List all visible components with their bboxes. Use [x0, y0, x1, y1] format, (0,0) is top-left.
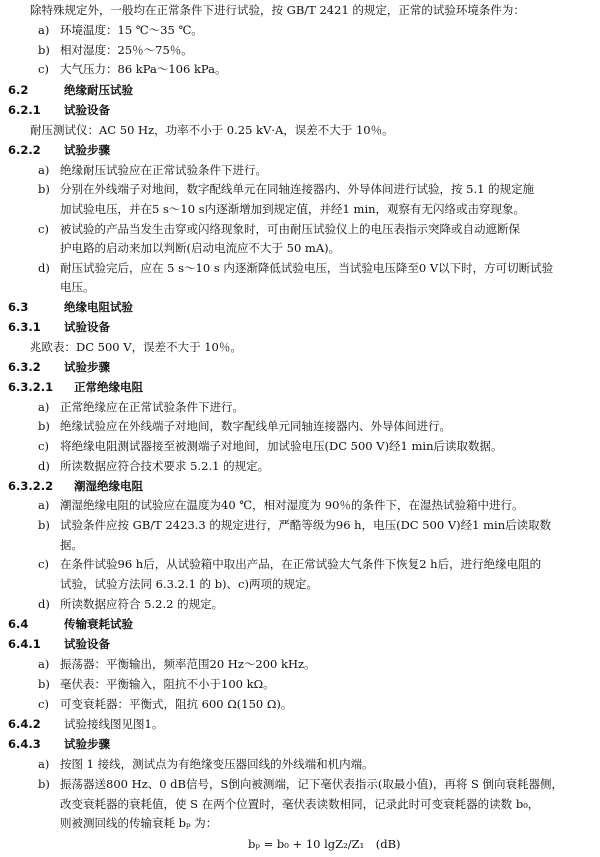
list-item-6-3-2-1-c: c) 将绝缘电阻测试器接至被测端子对地间，加试验电压(DC 500 V)经1 min后读取数据。 [38, 439, 503, 453]
list-item-6-4-3-b-cont-1: 改变衰耗器的衰耗值，使 S 在两个位置时，毫伏表读数相同，记录此时可变衰耗器的读数 b₀， [60, 797, 540, 811]
list-item-6-2-2-c-cont: 护电路的启动来加以判断(启动电流应不大于 50 mA)。 [60, 241, 341, 255]
env-item-a: a) 环境温度：15 ℃～35 ℃。 [38, 23, 203, 37]
list-item-6-4-3-b: b) 振荡器送800 Hz、0 dB信号，S倒向被测端，记下毫伏表指示(取最小值)，再将 S 倒向衰耗器侧， [38, 777, 564, 791]
list-item-6-3-2-2-a: a) 潮湿绝缘电阻的试验应在温度为40 ℃，相对湿度为 90％的条件下，在湿热试验箱中进行。 [38, 498, 524, 512]
heading-6-2: 6.2 绝缘耐压试验 [8, 83, 133, 97]
heading-6-2-2: 6.2.2 试验步骤 [8, 143, 110, 157]
heading-6-4: 6.4 传输衰耗试验 [8, 617, 133, 631]
heading-6-3-2-2: 6.3.2.2 潮湿绝缘电阻 [8, 479, 143, 493]
env-item-c: c) 大气压力：86 kPa～106 kPa。 [38, 62, 227, 76]
heading-6-4-2: 6.4.2 试验接线图见图1。 [8, 717, 164, 731]
list-item-6-3-2-2-c: c) 在条件试验96 h后，从试验箱中取出产品，在正常试验大气条件下恢复2 h后，进行绝缘电阻的 [38, 557, 542, 571]
list-item-6-3-2-2-c-cont: 试验，试验方法同 6.3.2.1 的 b)、c)两项的规定。 [60, 577, 318, 591]
list-item-6-4-1-a: a) 振荡器：平衡输出，频率范围20 Hz～200 kHz。 [38, 657, 316, 671]
list-item-6-3-2-1-b: b) 绝缘试验应在外线端子对地间，数字配线单元同轴连接器内、外导体间进行。 [38, 419, 451, 433]
list-item-6-4-3-b-cont-2: 则被测回线的传输衰耗 bₚ 为： [60, 816, 218, 830]
list-item-6-4-1-b: b) 毫伏表：平衡输入，阻抗不小于100 kΩ。 [38, 677, 275, 691]
list-item-6-4-3-a: a) 按图 1 接线，测试点为有绝缘变压器回线的外线端和机内端。 [38, 757, 374, 771]
list-item-6-3-2-1-a: a) 正常绝缘应在正常试验条件下进行。 [38, 400, 244, 414]
list-item-6-3-2-2-b: b) 试验条件应按 GB/T 2423.3 的规定进行，严酷等级为96 h，电压(DC 500 V)经1 min后读取数 [38, 518, 552, 532]
list-item-6-3-2-2-d: d) 所读数据应符合 5.2.2 的规定。 [38, 597, 224, 611]
equipment-text-6-3-1: 兆欧表：DC 500 V，误差不大于 10％。 [30, 340, 242, 354]
list-item-6-4-1-c: c) 可变衰耗器：平衡式，阻抗 600 Ω(150 Ω)。 [38, 697, 293, 711]
equipment-text-6-2-1: 耐压测试仪：AC 50 Hz，功率不小于 0.25 kV·A，误差不大于 10％。 [30, 123, 394, 137]
heading-6-4-1: 6.4.1 试验设备 [8, 637, 110, 651]
list-item-6-3-2-2-b-cont: 据。 [60, 538, 83, 552]
heading-6-3: 6.3 绝缘电阻试验 [8, 300, 133, 314]
intro-paragraph: 除特殊规定外，一般均在正常条件下进行试验，按 GB/T 2421 的规定，正常的试验环境条件为： [30, 3, 525, 17]
list-item-6-3-2-1-d: d) 所读数据应符合技术要求 5.2.1 的规定。 [38, 459, 270, 473]
attenuation-formula: bₚ = b₀ + 10 lgZ₂/Z₁ (dB) [248, 837, 401, 851]
heading-6-3-2-1: 6.3.2.1 正常绝缘电阻 [8, 380, 143, 394]
heading-6-3-1: 6.3.1 试验设备 [8, 320, 110, 334]
list-item-6-2-2-d-cont: 电压。 [60, 280, 95, 294]
list-item-6-2-2-b-cont: 加试验电压，并在5 s～10 s内逐渐增加到规定值，并经1 min，观察有无闪络或击穿现象。 [60, 202, 526, 216]
list-item-6-2-2-c: c) 被试验的产品当发生击穿或闪络现象时，可由耐压试验仪上的电压表指示突降或自动遮断保 [38, 222, 520, 236]
list-item-6-2-2-b: b) 分别在外线端子对地间，数字配线单元在同轴连接器内、外导体间进行试验，按 5.1 的规定施 [38, 182, 535, 196]
heading-6-2-1: 6.2.1 试验设备 [8, 103, 110, 117]
heading-6-4-3: 6.4.3 试验步骤 [8, 737, 110, 751]
list-item-6-2-2-a: a) 绝缘耐压试验应在正常试验条件下进行。 [38, 163, 267, 177]
list-item-6-2-2-d: d) 耐压试验完后，应在 5 s～10 s 内逐渐降低试验电压，当试验电压降至0 V以下时，方可切断试验 [38, 261, 554, 275]
heading-6-3-2: 6.3.2 试验步骤 [8, 360, 110, 374]
env-item-b: b) 相对湿度：25％～75％。 [38, 43, 193, 57]
